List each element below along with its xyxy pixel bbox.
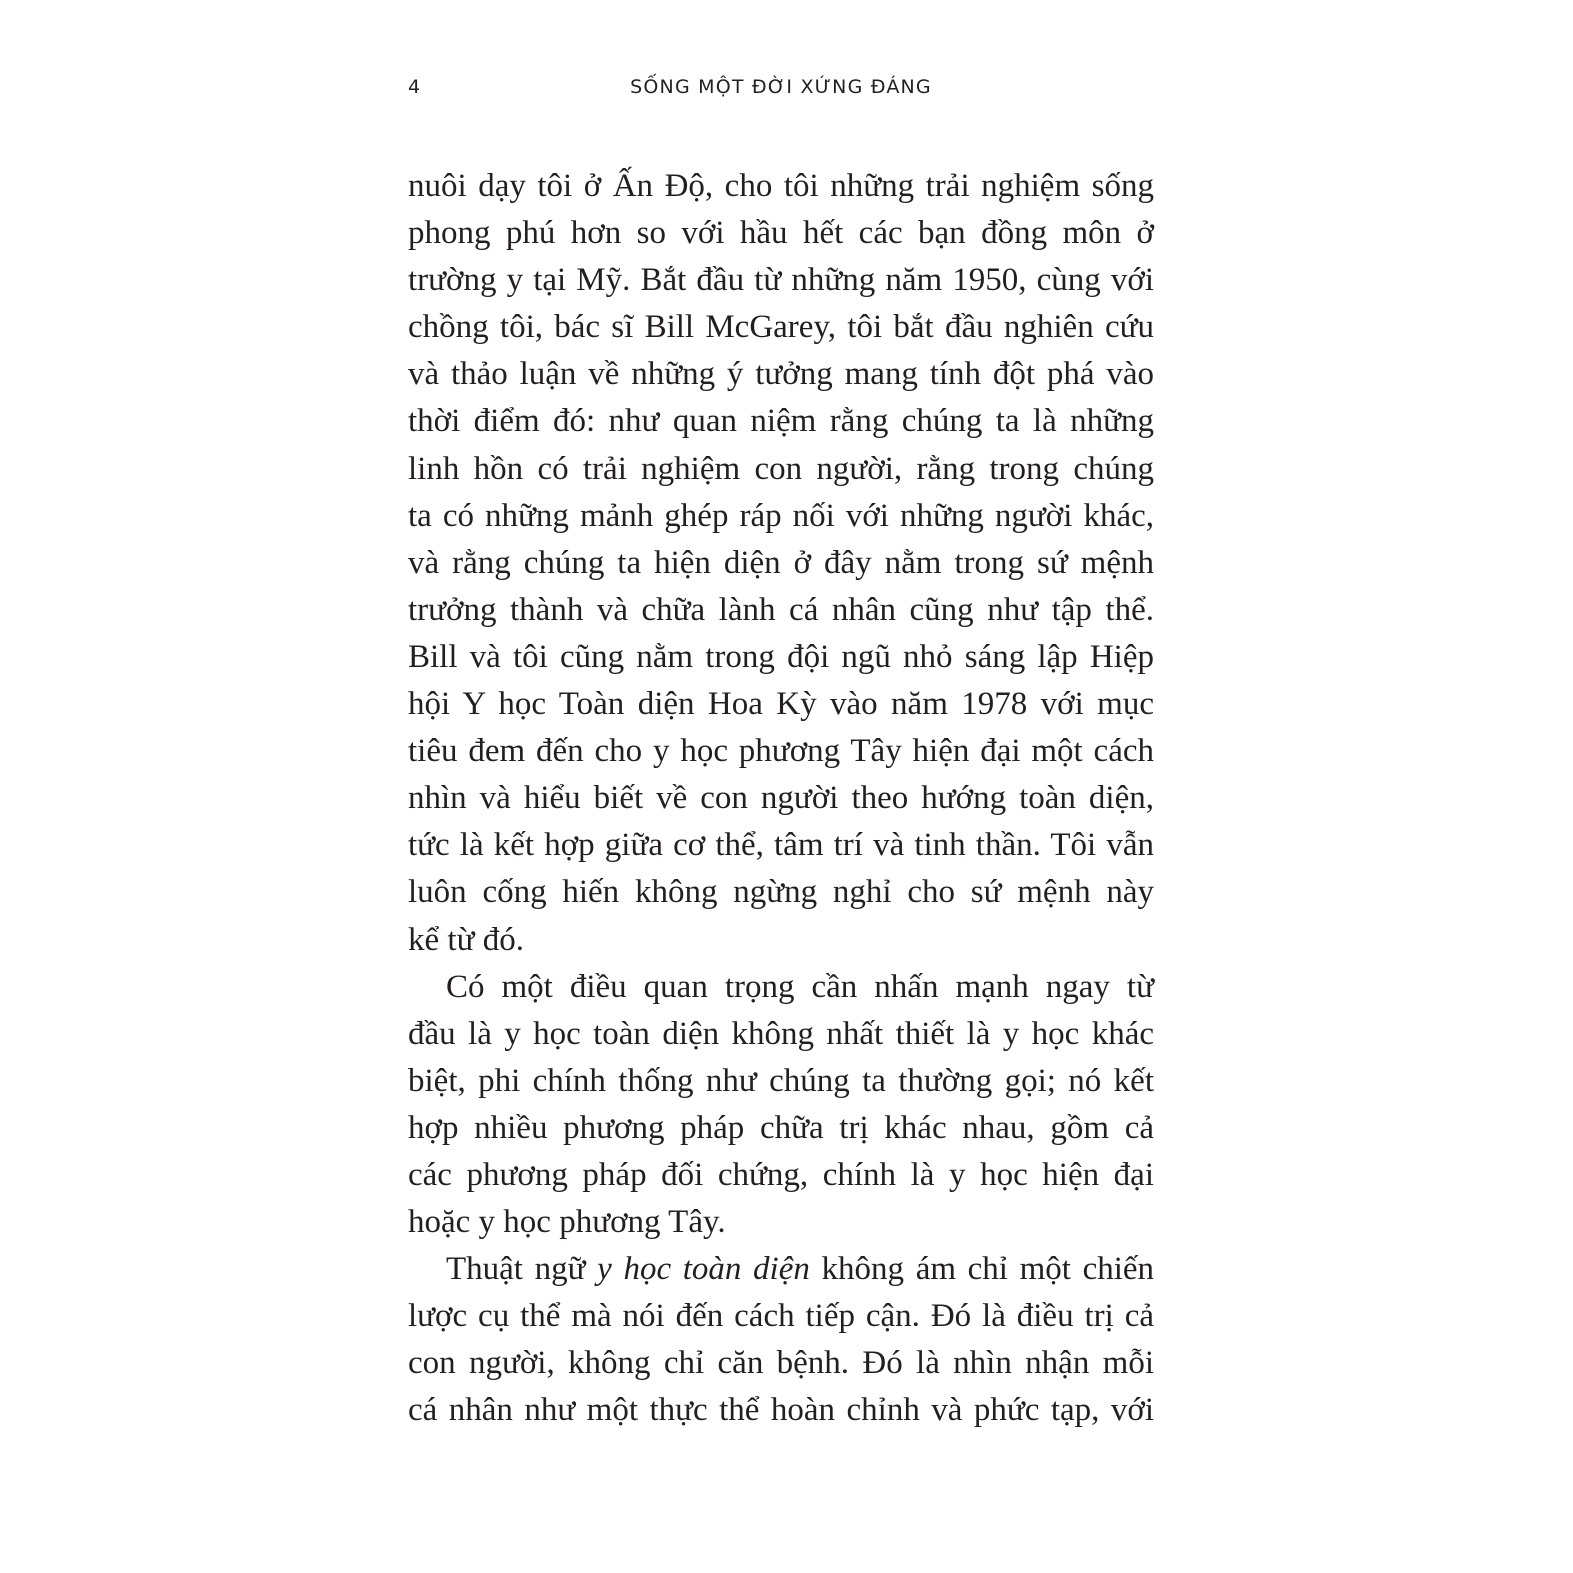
text-line: luôn cống hiến không ngừng nghỉ cho sứ mệnh này [408, 874, 1154, 911]
text-line: hợp nhiều phương pháp chữa trị khác nhau, gồm cả [408, 1109, 1154, 1146]
text-line: kể từ đó. [408, 921, 524, 958]
text-line: chồng tôi, bác sĩ Bill McGarey, tôi bắt đầu nghiên cứu [408, 309, 1154, 346]
text-line: thời điểm đó: như quan niệm rằng chúng ta là những [408, 403, 1154, 440]
text-line: trưởng thành và chữa lành cá nhân cũng như tập thể. [408, 591, 1154, 628]
italic-term: y học toàn diện [597, 1251, 810, 1288]
text-line: Bill và tôi cũng nằm trong đội ngũ nhỏ sáng lập Hiệp [408, 638, 1154, 675]
page-number: 4 [408, 76, 422, 98]
text-line: Có một điều quan trọng cần nhấn mạnh ngay từ [446, 968, 1154, 1005]
text-line: nhìn và hiểu biết về con người theo hướng toàn diện, [408, 780, 1154, 817]
text-line: các phương pháp đối chứng, chính là y học hiện đại [408, 1156, 1154, 1193]
text-segment: không ám chỉ một chiến [821, 1251, 1155, 1288]
text-line-with-term [408, 1246, 1154, 1293]
text-line: lược cụ thể mà nói đến cách tiếp cận. Đó là điều trị cả [408, 1298, 1154, 1335]
text-line: con người, không chỉ căn bệnh. Đó là nhìn nhận mỗi [408, 1345, 1154, 1382]
text-line: trường y tại Mỹ. Bắt đầu từ những năm 1950, cùng với [408, 262, 1154, 299]
text-line: biệt, phi chính thống như chúng ta thường gọi; nó kết [408, 1062, 1154, 1099]
text-line: hội Y học Toàn diện Hoa Kỳ vào năm 1978 với mục [408, 686, 1154, 723]
text-line: nuôi dạy tôi ở Ấn Độ, cho tôi những trải nghiệm sống [408, 168, 1154, 204]
body-text [408, 163, 1154, 1435]
text-line: và thảo luận về những ý tưởng mang tính đột phá vào [408, 356, 1154, 393]
text-line: tức là kết hợp giữa cơ thể, tâm trí và tinh thần. Tôi vẫn [408, 827, 1154, 864]
text-line: cá nhân như một thực thể hoàn chỉnh và phức tạp, với [408, 1392, 1154, 1429]
text-segment: Thuật ngữ [446, 1251, 586, 1288]
text-line: hoặc y học phương Tây. [408, 1204, 726, 1241]
text-line: ta có những mảnh ghép ráp nối với những người khác, [408, 497, 1154, 534]
text-line: đầu là y học toàn diện không nhất thiết là y học khác [408, 1015, 1154, 1052]
running-head [408, 72, 1154, 104]
text-line: linh hồn có trải nghiệm con người, rằng trong chúng [408, 450, 1154, 487]
text-line: phong phú hơn so với hầu hết các bạn đồng môn ở [408, 215, 1154, 252]
text-line: tiêu đem đến cho y học phương Tây hiện đại một cách [408, 733, 1154, 770]
text-line: và rằng chúng ta hiện diện ở đây nằm trong sứ mệnh [408, 544, 1154, 581]
running-title: SỐNG MỘT ĐỜI XỨNG ĐÁNG [630, 76, 932, 98]
